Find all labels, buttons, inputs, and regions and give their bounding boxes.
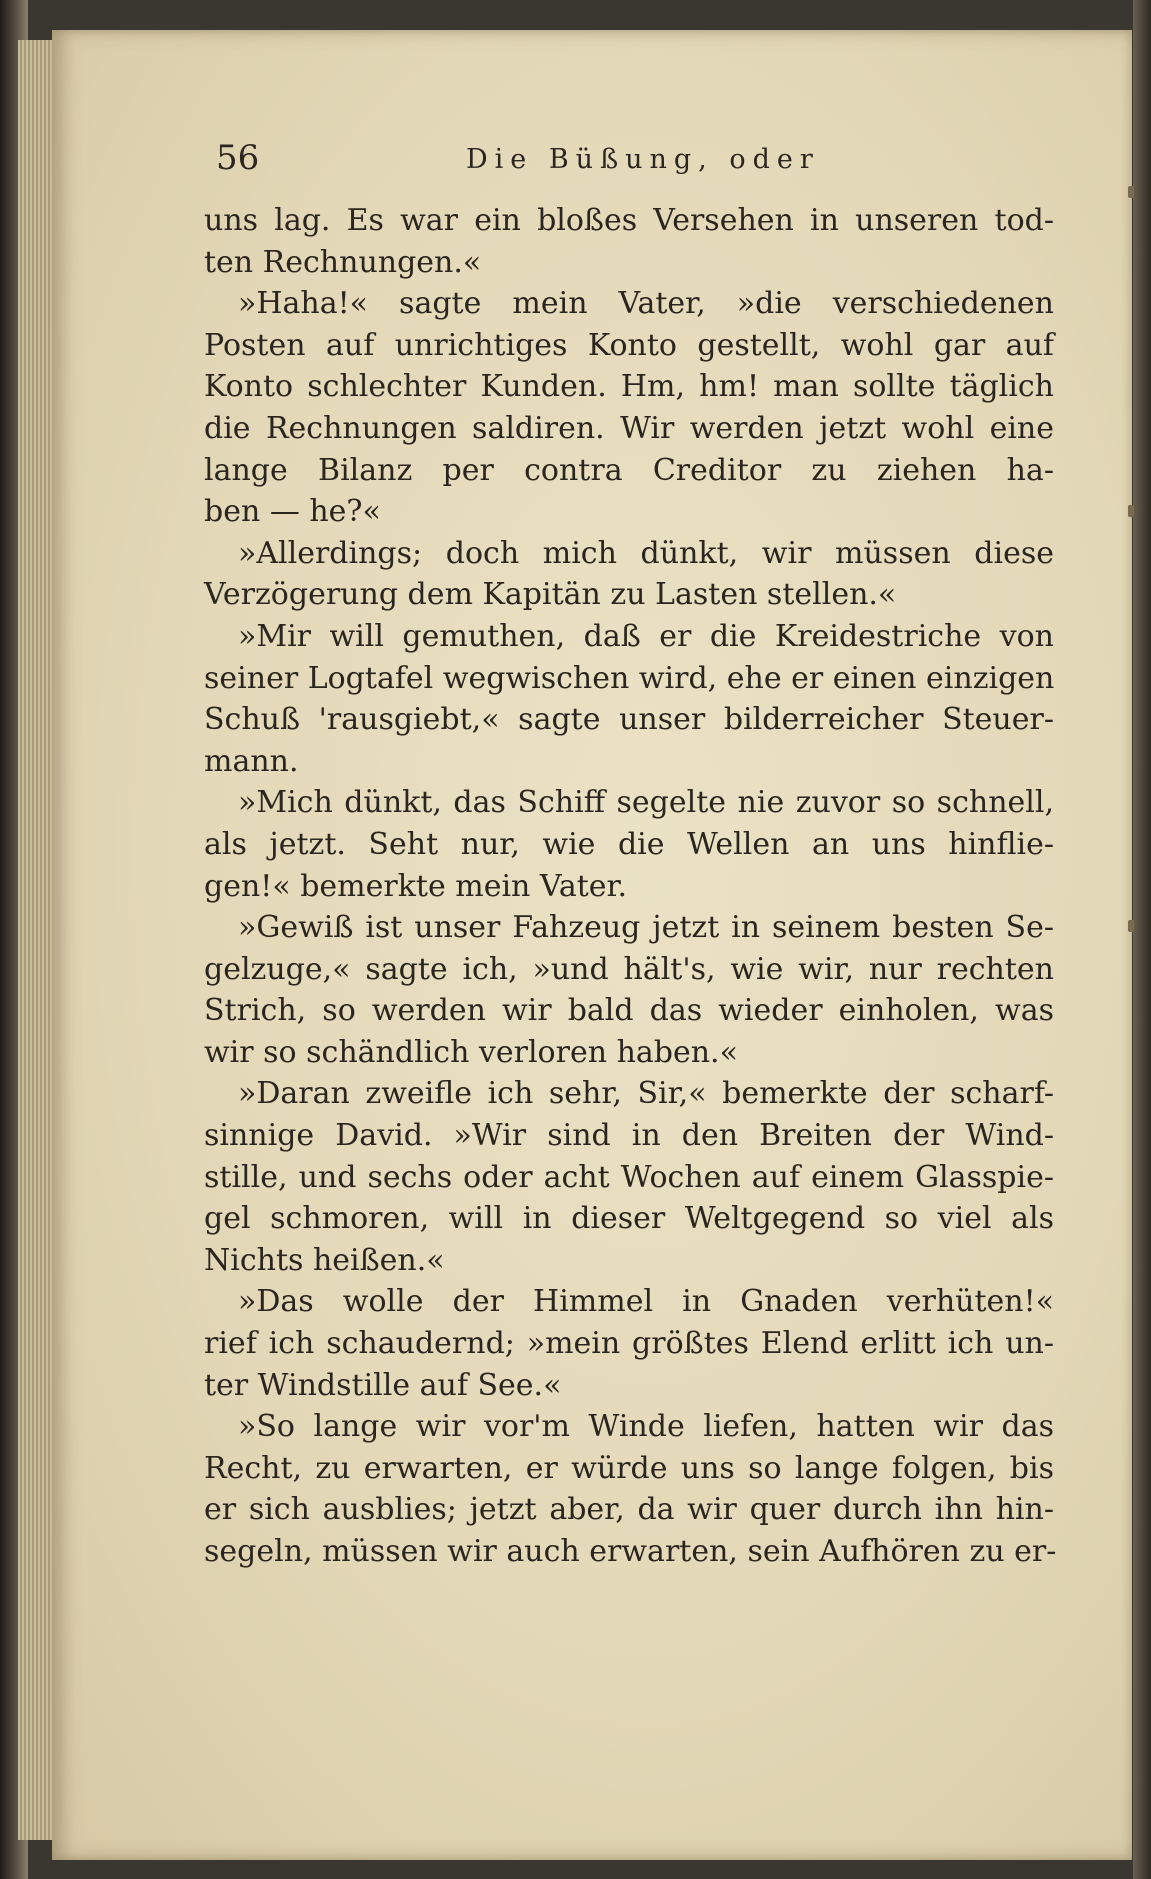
text-line: ben — he?« xyxy=(204,494,381,530)
text-line: »Mich dünkt, das Schiff segelte nie zuvor so schnell, xyxy=(238,785,1054,821)
text-line: gelzuge,« sagte ich, »und hält's, wie wir, nur rechten xyxy=(204,951,1054,987)
text-line: segeln, müssen wir auch erwarten, sein Aufhören zu er- xyxy=(204,1534,1057,1569)
text-line: Recht, zu erwarten, er würde uns so lange folgen, bis xyxy=(204,1450,1054,1486)
text-line: »Gewiß ist unser Fahzeug jetzt in seinem besten Se- xyxy=(238,910,1054,946)
text-line: uns lag. Es war ein bloßes Versehen in unseren tod- xyxy=(204,203,1054,238)
text-line: Strich, so werden wir bald das wieder einholen, was xyxy=(204,993,1054,1029)
text-line: »Daran zweifle ich sehr, Sir,« bemerkte der scharf- xyxy=(238,1076,1054,1112)
text-line: Konto schlechter Kunden. Hm, hm! man sollte täglich xyxy=(204,369,1054,405)
text-line: die Rechnungen saldiren. Wir werden jetzt wohl eine xyxy=(204,410,1054,446)
margin-mark xyxy=(1128,505,1134,517)
book-right-edge xyxy=(1133,0,1151,1879)
text-line: seiner Logtafel wegwischen wird, ehe er einen einzigen xyxy=(204,660,1055,696)
text-line: Posten auf unrichtiges Konto gestellt, wohl gar auf xyxy=(204,327,1054,363)
margin-mark xyxy=(1128,920,1134,932)
text-line: Nichts heißen.« xyxy=(204,1242,445,1278)
text-line: Verzögerung dem Kapitän zu Lasten stellen.« xyxy=(204,577,897,613)
text-line: mann. xyxy=(204,743,299,779)
text-line: ten Rechnungen.« xyxy=(204,244,482,280)
text-line: gel schmoren, will in dieser Weltgegend so viel als xyxy=(204,1201,1054,1237)
text-line: gen!« bemerkte mein Vater. xyxy=(204,868,628,904)
text-line: stille, und sechs oder acht Wochen auf einem Glasspie- xyxy=(204,1159,1054,1195)
body-text xyxy=(204,200,1057,1573)
text-line: er sich ausblies; jetzt aber, da wir quer durch ihn hin- xyxy=(204,1492,1054,1528)
page-number: 56 xyxy=(216,138,260,178)
text-line: Schuß 'rausgiebt,« sagte unser bilderreicher Steuer- xyxy=(204,702,1054,738)
text-line: »So lange wir vor'm Winde liefen, hatten wir das xyxy=(238,1409,1054,1445)
text-line: »Das wolle der Himmel in Gnaden verhüten!« xyxy=(238,1284,1054,1320)
running-head: Die Büßung, oder xyxy=(466,144,820,175)
text-line: »Haha!« sagte mein Vater, »die verschiedenen xyxy=(238,286,1054,322)
text-line: rief ich schaudernd; »mein größtes Elend erlitt ich un- xyxy=(204,1326,1054,1362)
text-line: »Mir will gemuthen, daß er die Kreidestriche von xyxy=(238,618,1054,654)
text-line: als jetzt. Seht nur, wie die Wellen an uns hinflie- xyxy=(204,826,1054,862)
text-line: ter Windstille auf See.« xyxy=(204,1367,562,1403)
text-line: »Allerdings; doch mich dünkt, wir müssen diese xyxy=(238,535,1054,571)
page-header xyxy=(216,138,1046,188)
text-line: wir so schändlich verloren haben.« xyxy=(204,1034,738,1070)
text-line: sinnige David. »Wir sind in den Breiten der Wind- xyxy=(204,1118,1054,1154)
margin-mark xyxy=(1128,186,1134,198)
text-line: lange Bilanz per contra Creditor zu ziehen ha- xyxy=(204,452,1054,488)
